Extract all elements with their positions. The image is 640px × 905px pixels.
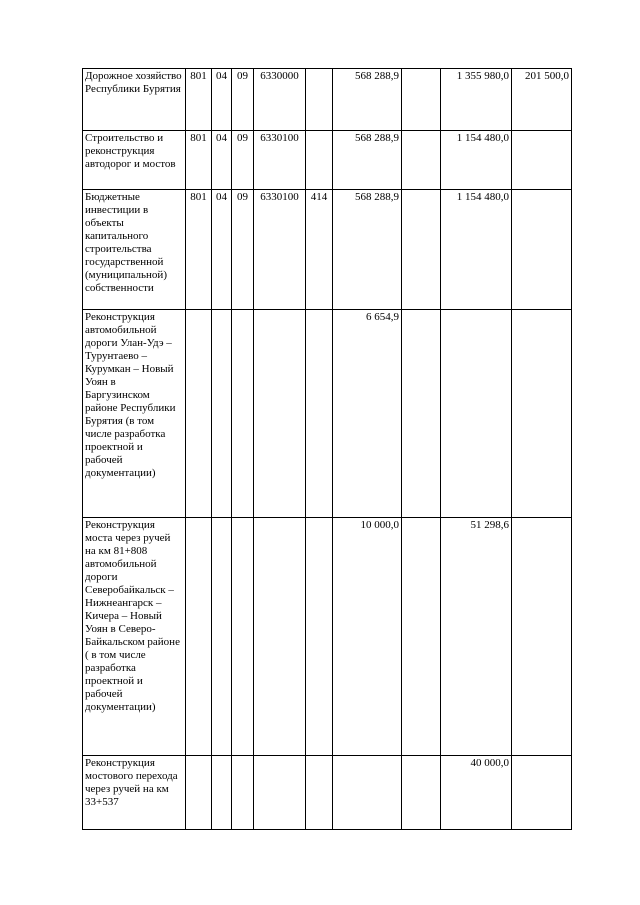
- table-row: [83, 69, 572, 131]
- row-name: Бюджетные инвестиции в объекты капитального строительства государственной (муниципальной) собственности: [83, 190, 186, 310]
- ved-code: [186, 310, 212, 518]
- amount-3: 1 355 980,0: [441, 69, 512, 131]
- subsection-code: 09: [232, 131, 254, 190]
- amount-3: 1 154 480,0: [441, 131, 512, 190]
- budget-table: [82, 68, 572, 830]
- subsection-code: [232, 310, 254, 518]
- amount-4: [512, 518, 572, 756]
- subsection-code: [232, 756, 254, 830]
- amount-4: [512, 190, 572, 310]
- amount-1: 568 288,9: [333, 190, 402, 310]
- table-row: [83, 310, 572, 518]
- amount-1: 10 000,0: [333, 518, 402, 756]
- amount-3: 40 000,0: [441, 756, 512, 830]
- amount-4: [512, 131, 572, 190]
- expense-type-code: [306, 518, 333, 756]
- subsection-code: 09: [232, 69, 254, 131]
- row-name: Дорожное хозяйство Республики Бурятия: [83, 69, 186, 131]
- ved-code: [186, 756, 212, 830]
- table-row: [83, 518, 572, 756]
- target-code: 6330100: [254, 190, 306, 310]
- amount-3: 1 154 480,0: [441, 190, 512, 310]
- amount-2: [402, 518, 441, 756]
- expense-type-code: [306, 756, 333, 830]
- amount-4: [512, 756, 572, 830]
- target-code: [254, 518, 306, 756]
- ved-code: 801: [186, 131, 212, 190]
- amount-2: [402, 310, 441, 518]
- expense-type-code: [306, 131, 333, 190]
- target-code: [254, 756, 306, 830]
- section-code: [212, 756, 232, 830]
- amount-4: [512, 310, 572, 518]
- expense-type-code: [306, 310, 333, 518]
- amount-1: 568 288,9: [333, 69, 402, 131]
- amount-2: [402, 756, 441, 830]
- amount-2: [402, 69, 441, 131]
- target-code: 6330100: [254, 131, 306, 190]
- table-row: [83, 131, 572, 190]
- ved-code: 801: [186, 69, 212, 131]
- amount-3: 51 298,6: [441, 518, 512, 756]
- amount-1: [333, 756, 402, 830]
- amount-2: [402, 131, 441, 190]
- amount-1: 6 654,9: [333, 310, 402, 518]
- subsection-code: 09: [232, 190, 254, 310]
- table-row: [83, 756, 572, 830]
- section-code: 04: [212, 190, 232, 310]
- ved-code: 801: [186, 190, 212, 310]
- row-name: Реконструкция автомобильной дороги Улан-Удэ – Турунтаево – Курумкан – Новый Уоян в Баргузинском районе Республики Бурятия (в том числе разработка проектной и рабочей документации): [83, 310, 186, 518]
- table-row: [83, 190, 572, 310]
- amount-4: 201 500,0: [512, 69, 572, 131]
- expense-type-code: [306, 69, 333, 131]
- amount-1: 568 288,9: [333, 131, 402, 190]
- subsection-code: [232, 518, 254, 756]
- section-code: 04: [212, 131, 232, 190]
- section-code: 04: [212, 69, 232, 131]
- amount-3: [441, 310, 512, 518]
- amount-2: [402, 190, 441, 310]
- expense-type-code: 414: [306, 190, 333, 310]
- target-code: [254, 310, 306, 518]
- row-name: Реконструкция мостового перехода через ручей на км 33+537: [83, 756, 186, 830]
- ved-code: [186, 518, 212, 756]
- section-code: [212, 310, 232, 518]
- section-code: [212, 518, 232, 756]
- row-name: Строительство и реконструкция автодорог и мостов: [83, 131, 186, 190]
- target-code: 6330000: [254, 69, 306, 131]
- row-name: Реконструкция моста через ручей на км 81+808 автомобильной дороги Северобайкальск – Нижнеангарск –Кичера – Новый Уоян в Северо-Байкальском районе ( в том числе разработка проектной и рабочей документации): [83, 518, 186, 756]
